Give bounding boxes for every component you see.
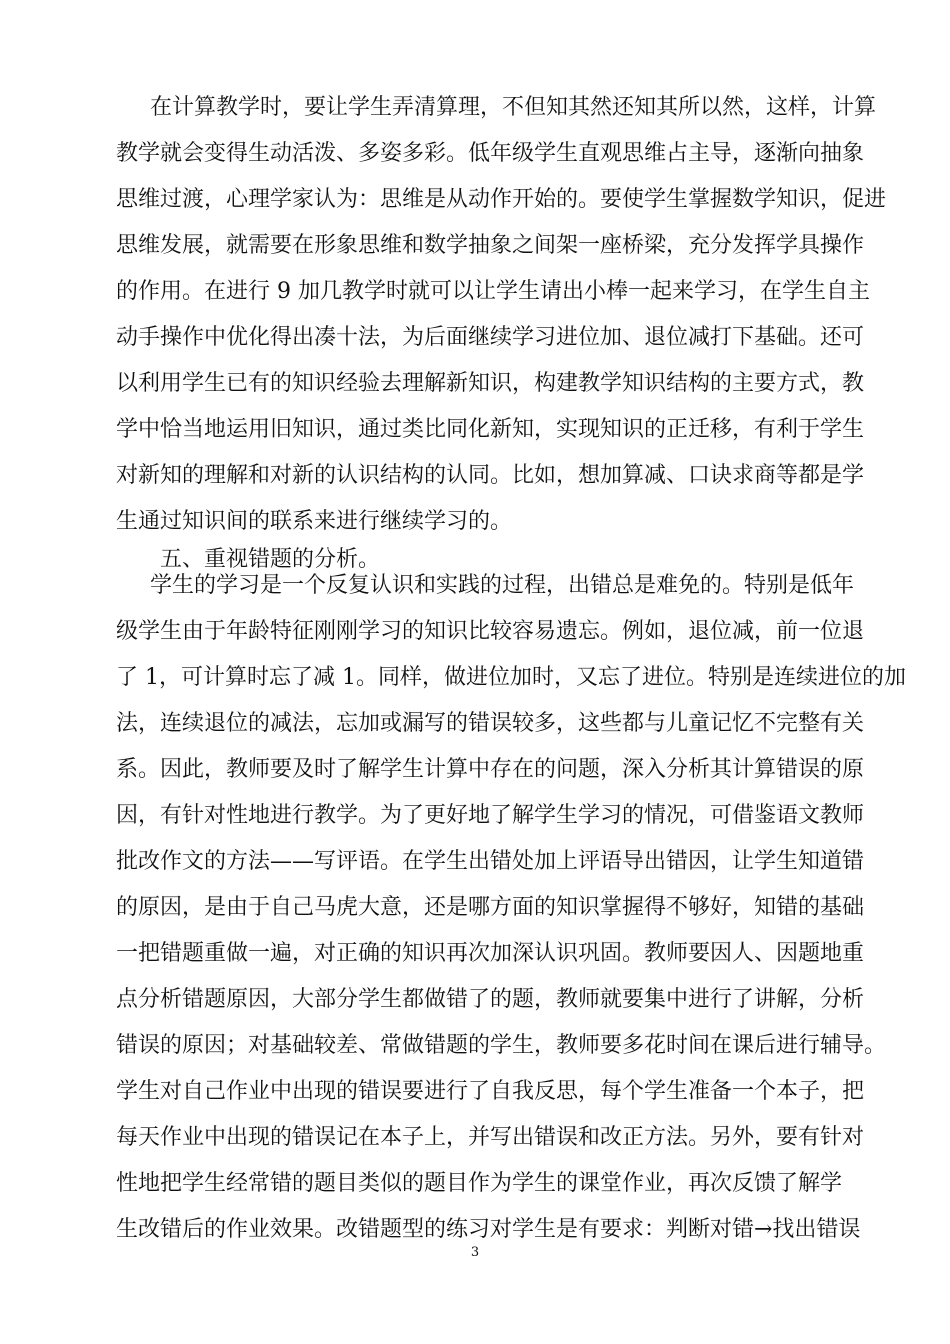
paragraph-line: 错误的原因；对基础较差、常做错题的学生，教师要多花时间在课后进行辅导。 xyxy=(116,1033,887,1058)
paragraph-line: 思维发展，就需要在形象思维和数学抽象之间架一座桥梁，充分发挥学具操作 xyxy=(116,233,865,258)
paragraph-line: 教学就会变得生动活泼、多姿多彩。低年级学生直观思维占主导，逐渐向抽象 xyxy=(116,141,865,166)
paragraph-line: 以利用学生已有的知识经验去理解新知识，构建教学知识结构的主要方式，教 xyxy=(116,371,865,396)
paragraph-line: 批改作文的方法——写评语。在学生出错处加上评语导出错因，让学生知道错 xyxy=(116,849,865,874)
paragraph-line: 在计算教学时，要让学生弄清算理，不但知其然还知其所以然，这样，计算 xyxy=(150,95,877,120)
paragraph-line: 学生的学习是一个反复认识和实践的过程，出错总是难免的。特别是低年 xyxy=(150,573,855,598)
paragraph-line: 法，连续退位的减法，忘加或漏写的错误较多，这些都与儿童记忆不完整有关 xyxy=(116,711,865,736)
paragraph-line: 思维过渡，心理学家认为：思维是从动作开始的。要使学生掌握数学知识，促进 xyxy=(116,187,887,212)
page-number: 3 xyxy=(470,1245,480,1260)
paragraph-line: 生改错后的作业效果。改错题型的练习对学生是有要求：判断对错→找出错误 xyxy=(116,1217,861,1242)
paragraph-line: 学生对自己作业中出现的错误要进行了自我反思，每个学生准备一个本子，把 xyxy=(116,1079,865,1104)
paragraph-line: 了 1，可计算时忘了减 1。同样，做进位加时，又忘了进位。特别是连续进位的加 xyxy=(116,665,906,690)
paragraph-line: 系。因此，教师要及时了解学生计算中存在的问题，深入分析其计算错误的原 xyxy=(116,757,865,782)
paragraph-line: 对新知的理解和对新的认识结构的认同。比如，想加算减、口诀求商等都是学 xyxy=(116,463,865,488)
paragraph-line: 学中恰当地运用旧知识，通过类比同化新知，实现知识的正迁移，有利于学生 xyxy=(116,417,865,442)
paragraph-line: 性地把学生经常错的题目类似的题目作为学生的课堂作业，再次反馈了解学 xyxy=(116,1171,843,1196)
paragraph-line: 每天作业中出现的错误记在本子上，并写出错误和改正方法。另外，要有针对 xyxy=(116,1125,865,1150)
paragraph-line: 点分析错题原因，大部分学生都做错了的题，教师就要集中进行了讲解，分析 xyxy=(116,987,865,1012)
paragraph-line: 生通过知识间的联系来进行继续学习的。 xyxy=(116,509,513,534)
paragraph-line: 的原因，是由于自己马虎大意，还是哪方面的知识掌握得不够好，知错的基础 xyxy=(116,895,865,920)
paragraph-line: 级学生由于年龄特征刚刚学习的知识比较容易遗忘。例如，退位减，前一位退 xyxy=(116,619,865,644)
paragraph-line: 一把错题重做一遍，对正确的知识再次加深认识巩固。教师要因人、因题地重 xyxy=(116,941,865,966)
section-heading: 五、重视错题的分析。 xyxy=(160,547,381,572)
paragraph-line: 动手操作中优化得出凑十法，为后面继续学习进位加、退位减打下基础。还可 xyxy=(116,325,865,350)
paragraph-line: 因，有针对性地进行教学。为了更好地了解学生学习的情况，可借鉴语文教师 xyxy=(116,803,865,828)
paragraph-line: 的作用。在进行 9 加几教学时就可以让学生请出小棒一起来学习，在学生自主 xyxy=(116,279,870,304)
